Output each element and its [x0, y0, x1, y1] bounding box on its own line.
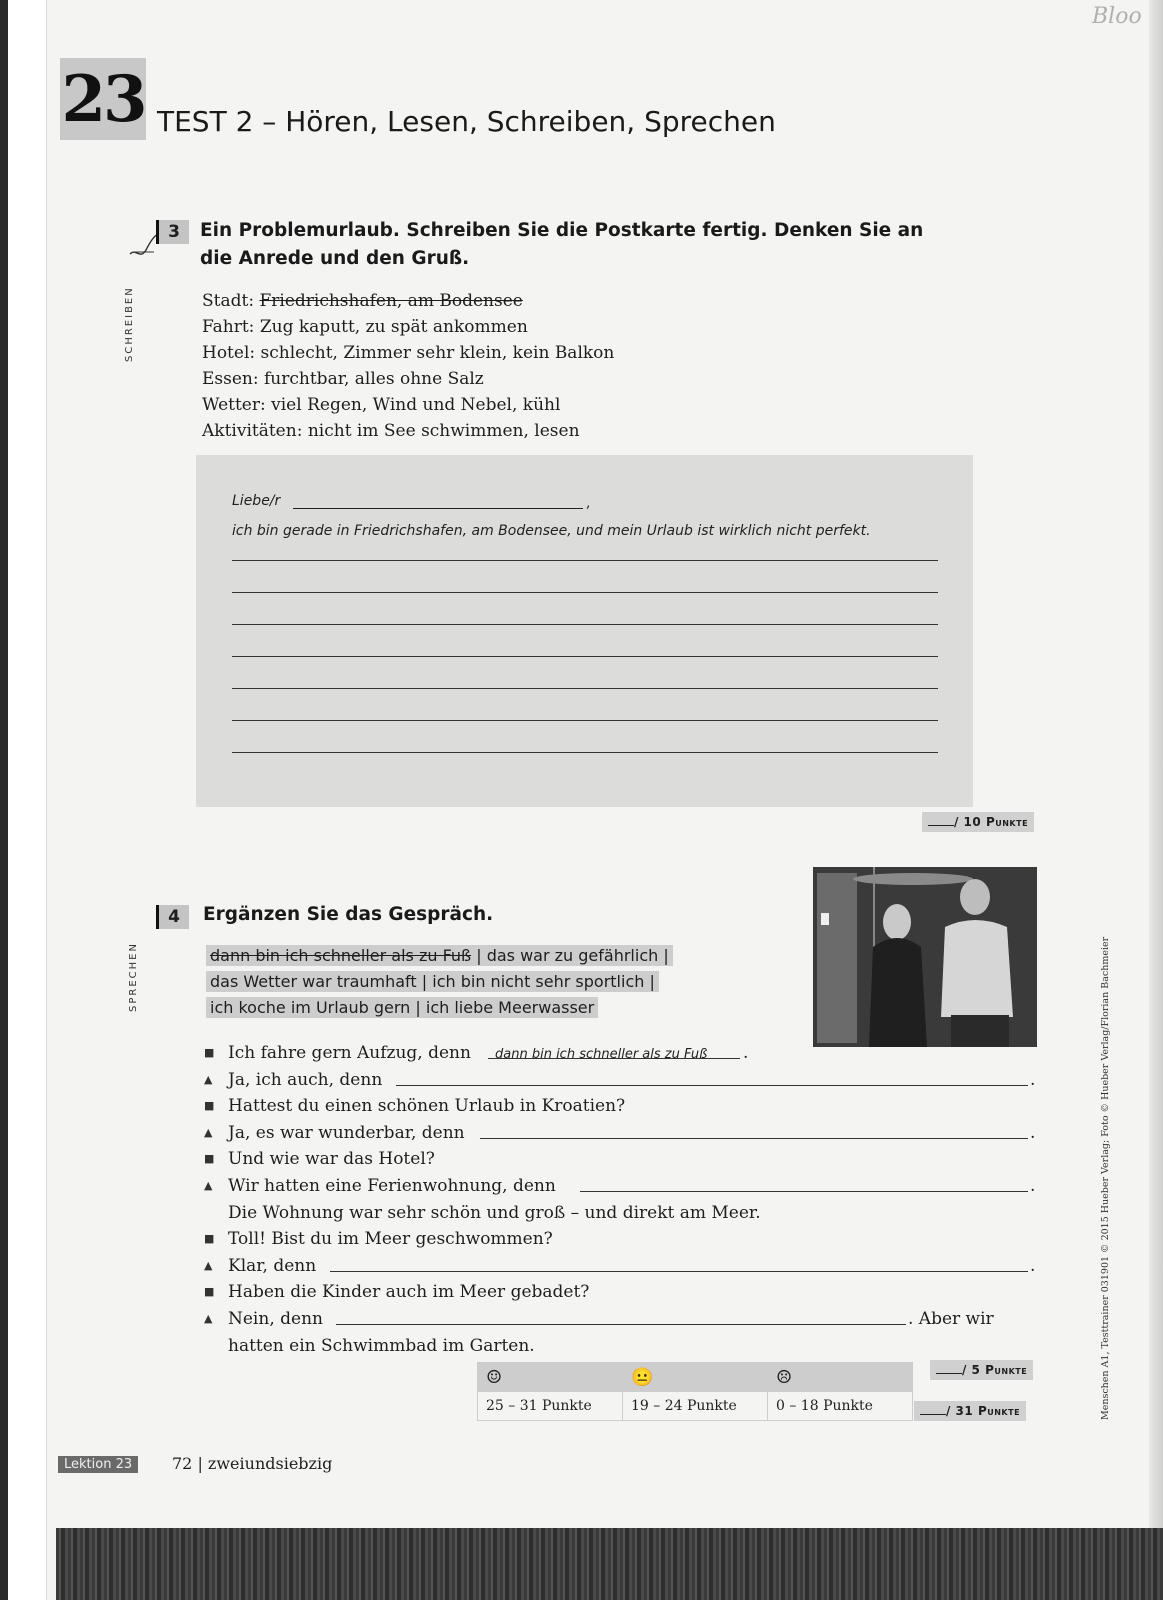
filled-answer: dann bin ich schneller als zu Fuß	[495, 1047, 708, 1062]
chapter-number: 23	[61, 62, 145, 137]
write-line[interactable]	[232, 592, 938, 593]
dialog-line: ▲ Ja, es war wunderbar, denn .	[200, 1120, 1040, 1147]
answer-blank[interactable]	[336, 1306, 906, 1325]
write-line[interactable]	[232, 560, 938, 561]
exercise-4-title: Ergänzen Sie das Gespräch.	[203, 904, 494, 925]
side-label-sprechen: SPRECHEN	[128, 942, 139, 1012]
exercise-4-points: / 5 Punkte	[930, 1360, 1033, 1380]
dialog-line: ■ Haben die Kinder auch im Meer gebadet?	[200, 1279, 1040, 1306]
points-blank[interactable]	[936, 1361, 962, 1374]
dialog-line: Die Wohnung war sehr schön und groß – und direkt am Meer.	[228, 1202, 761, 1223]
speaker-b-marker-icon: ▲	[204, 1311, 213, 1325]
list-item: Wetter: viel Regen, Wind und Nebel, kühl	[202, 395, 561, 415]
exercise-3-title-line1: Ein Problemurlaub. Schreiben Sie die Postkarte fertig. Denken Sie an	[200, 220, 924, 241]
score-range: 0 – 18 Punkte	[768, 1392, 913, 1421]
neutral-face-icon: 😐	[623, 1363, 768, 1392]
dialog-line: ■ Ich fahre gern Aufzug, denn dann bin ich schneller als zu Fuß .	[200, 1040, 1040, 1067]
exercise-3-title	[200, 217, 923, 273]
dialog-line: ▲ Ja, ich auch, denn .	[200, 1067, 1040, 1094]
word-bank-item: ich koche im Urlaub gern	[210, 998, 411, 1017]
word-bank	[206, 944, 673, 1022]
answer-blank[interactable]	[330, 1253, 1028, 1272]
page-number: 72 | zweiundsiebzig	[172, 1454, 333, 1473]
postcard-writing-area[interactable]	[196, 455, 973, 807]
dialog-line: ▲ Nein, denn . Aber wir	[200, 1306, 1040, 1333]
write-line[interactable]	[232, 688, 938, 689]
word-bank-row: das Wetter war traumhaft | ich bin nicht sehr sportlich |	[206, 970, 673, 996]
list-item: Essen: furchtbar, alles ohne Salz	[202, 369, 484, 389]
sad-face-icon: ☹	[768, 1363, 913, 1392]
speaker-b-marker-icon: ▲	[204, 1178, 213, 1192]
speaker-b-marker-icon: ▲	[204, 1258, 213, 1272]
page-title: TEST 2 – Hören, Lesen, Schreiben, Sprechen	[157, 105, 776, 138]
exercise-3-badge: 3	[156, 220, 189, 244]
postcard-salutation: Liebe/r	[232, 493, 281, 509]
write-line[interactable]	[232, 752, 938, 753]
word-bank-item: ich bin nicht sehr sportlich	[432, 972, 645, 991]
speaker-b-marker-icon: ▲	[204, 1125, 213, 1139]
page-right-edge	[1149, 0, 1163, 1600]
points-blank[interactable]	[928, 813, 954, 826]
dialog-line: ■ Toll! Bist du im Meer geschwommen?	[200, 1226, 1040, 1253]
score-table-ranges-row	[478, 1392, 913, 1421]
elevator-photo	[813, 867, 1037, 1047]
corner-handwritten-mark: Bloo	[1092, 4, 1142, 29]
copyright-credit: Menschen A1, Testtrainer 031901 © 2015 Hueber Verlag; Foto © Hueber Verlag/Florian Bachmeier	[1100, 936, 1111, 1420]
word-bank-item: dann bin ich schneller als zu Fuß	[210, 946, 472, 965]
list-item: Hotel: schlecht, Zimmer sehr klein, kein Balkon	[202, 343, 615, 363]
salutation-blank[interactable]	[293, 508, 583, 509]
score-table-faces-row	[478, 1363, 913, 1392]
happy-face-icon: ☺	[478, 1363, 623, 1392]
page-binding-edge	[0, 0, 47, 1600]
speaker-a-marker-icon: ■	[204, 1285, 215, 1299]
speaker-b-marker-icon: ▲	[204, 1072, 213, 1086]
speaker-a-marker-icon: ■	[204, 1046, 215, 1059]
list-item: Fahrt: Zug kaputt, zu spät ankommen	[202, 317, 528, 337]
list-item: Aktivitäten: nicht im See schwimmen, lesen	[202, 421, 580, 441]
write-line[interactable]	[232, 720, 938, 721]
word-bank-item: das Wetter war traumhaft	[210, 972, 417, 991]
exercise-4-badge: 4	[156, 905, 189, 929]
lesson-badge: Lektion 23	[58, 1456, 138, 1473]
total-points: / 31 Punkte	[914, 1401, 1026, 1421]
word-bank-item: das war zu gefährlich	[486, 946, 659, 965]
word-bank-row: dann bin ich schneller als zu Fuß | das war zu gefährlich |	[206, 944, 673, 970]
dialog	[200, 1040, 1040, 1359]
speaker-a-marker-icon: ■	[204, 1099, 215, 1113]
answer-blank[interactable]	[396, 1067, 1028, 1086]
dialog-line: ▲ Klar, denn .	[200, 1253, 1040, 1280]
exercise-3-points: / 10 Punkte	[922, 812, 1034, 832]
list-item: Stadt: Friedrichshafen, am Bodensee	[202, 291, 523, 311]
score-range: 19 – 24 Punkte	[623, 1392, 768, 1421]
answer-blank[interactable]	[580, 1173, 1028, 1192]
side-label-schreiben: SCHREIBEN	[124, 286, 135, 362]
dialog-line: hatten ein Schwimmbad im Garten.	[228, 1335, 535, 1356]
score-table	[477, 1362, 913, 1421]
scan-bottom-band	[56, 1528, 1163, 1600]
score-range: 25 – 31 Punkte	[478, 1392, 623, 1421]
points-blank[interactable]	[920, 1402, 946, 1415]
dialog-line: ■ Hattest du einen schönen Urlaub in Kroatien?	[200, 1093, 1040, 1120]
speaker-a-marker-icon: ■	[204, 1232, 215, 1246]
dialog-line: ▲ Wir hatten eine Ferienwohnung, denn .	[200, 1173, 1040, 1200]
exercise-3-keyword-list	[202, 288, 614, 444]
dialog-line: ■ Und wie war das Hotel?	[200, 1146, 1040, 1173]
word-bank-item: ich liebe Meerwasser	[425, 998, 595, 1017]
speaker-a-marker-icon: ■	[204, 1152, 215, 1166]
word-bank-row: ich koche im Urlaub gern | ich liebe Meerwasser	[206, 996, 673, 1022]
write-line[interactable]	[232, 656, 938, 657]
postcard-sample-sentence: ich bin gerade in Friedrichshafen, am Bodensee, und mein Urlaub ist wirklich nicht perfekt.	[232, 523, 871, 539]
salutation-comma: ,	[586, 495, 591, 511]
answer-blank[interactable]	[480, 1120, 1028, 1139]
write-line[interactable]	[232, 624, 938, 625]
exercise-3-title-line2: die Anrede und den Gruß.	[200, 248, 470, 269]
